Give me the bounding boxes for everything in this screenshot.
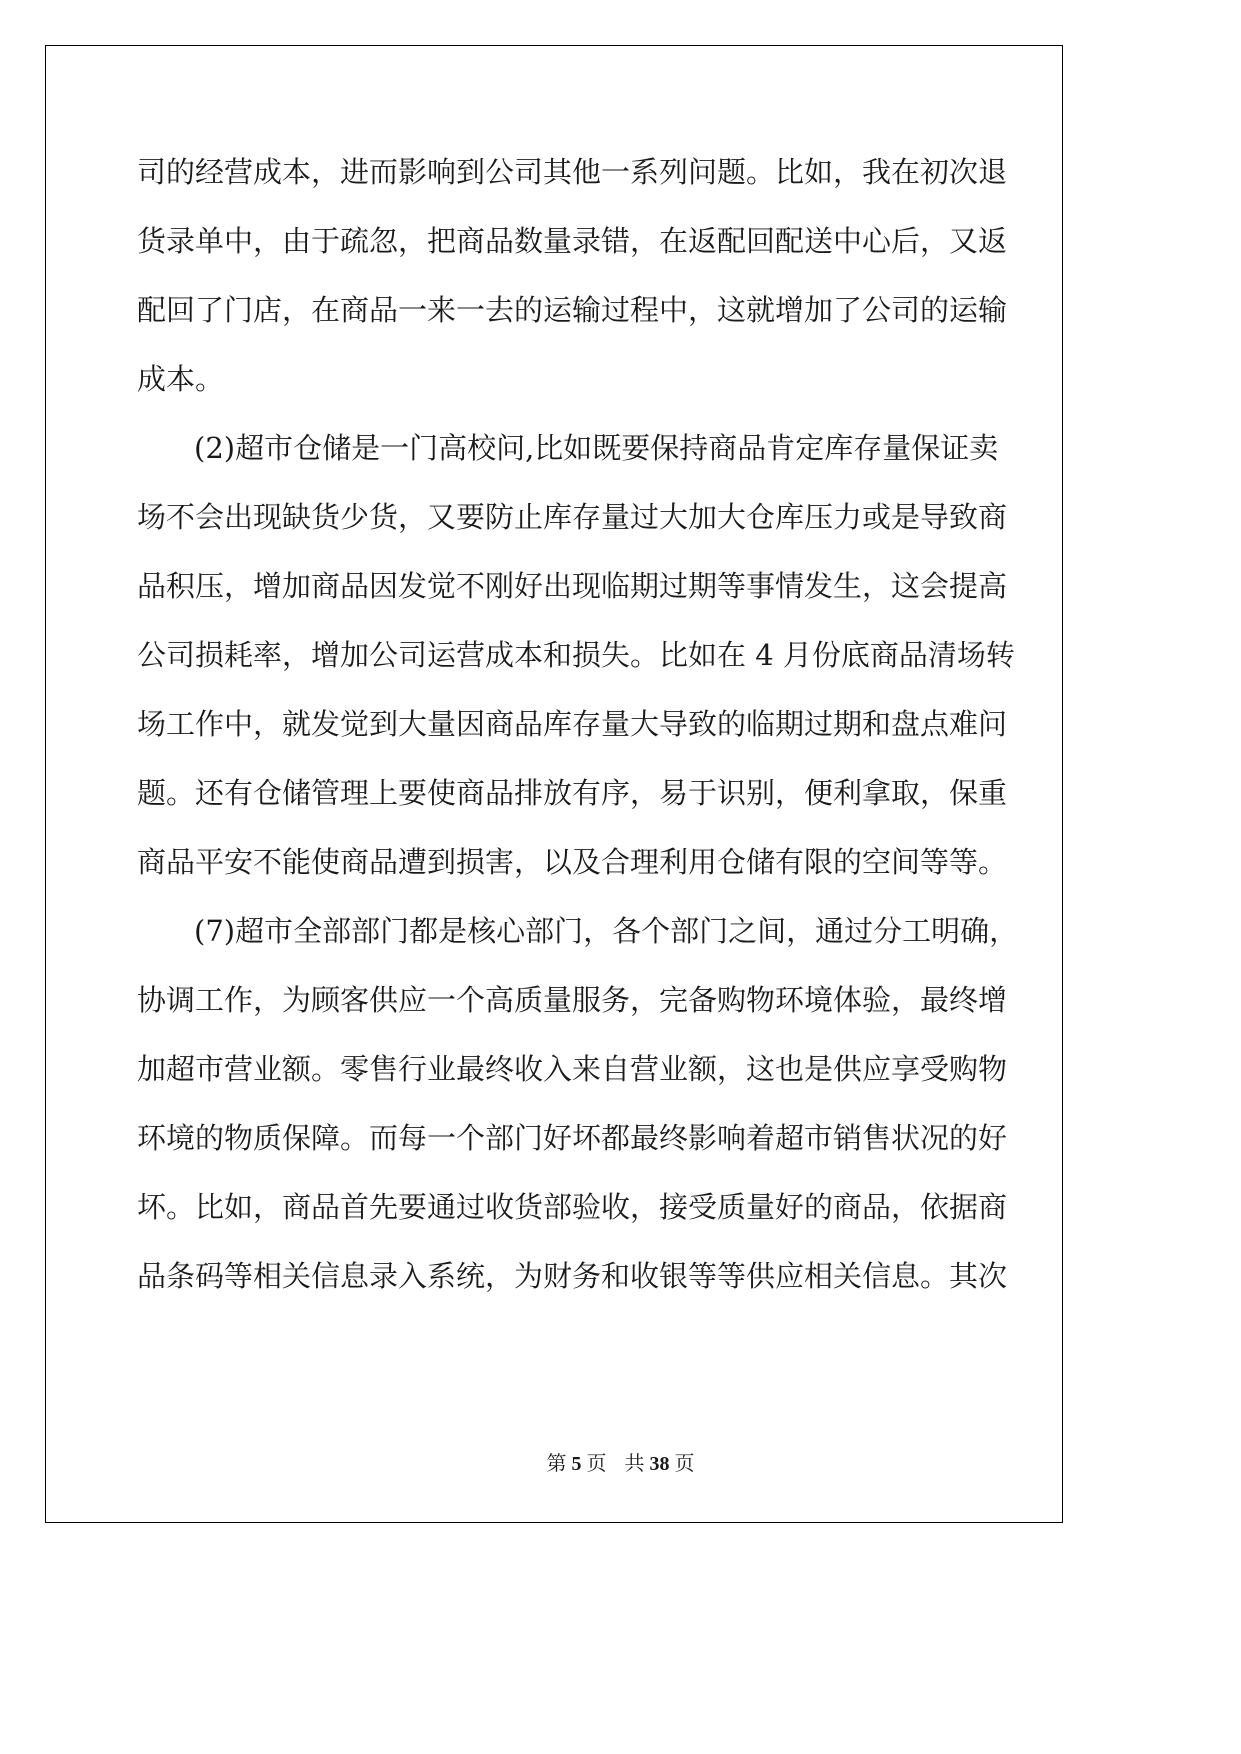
paragraph-2-line-2: 场不会出现缺货少货，又要防止库存量过大加大仓库压力或是导致商 [137,500,1008,534]
page-indicator [547,1453,607,1475]
paragraph-2-line-4: 公司损耗率，增加公司运营成本和损失。比如在 4 月份底商品清场转 [137,638,1015,672]
page-number: 5 [571,1453,582,1475]
total-suffix: 页 [669,1453,695,1475]
paragraph-2-line-1: (2)超市仓储是一门高校问,比如既要保持商品肯定库存量保证卖 [194,431,999,465]
paragraph-1-line-4: 成本。 [137,362,225,396]
paragraph-2-line-5: 场工作中，就发觉到大量因商品库存量大导致的临期过期和盘点难问 [137,707,1008,741]
paragraph-3-line-1: (7)超市全部部门都是核心部门，各个部门之间，通过分工明确， [194,914,1019,948]
total-prefix: 共 [624,1453,650,1475]
paragraph-3-line-5: 坏。比如，商品首先要通过收货部验收，接受质量好的商品，依据商 [137,1190,1008,1224]
body-text [137,138,1019,1311]
paragraph-2 [137,414,1015,897]
total-pages: 38 [649,1453,670,1475]
paragraph-2-line-7: 商品平安不能使商品遭到损害，以及合理利用仓储有限的空间等等。 [137,845,1008,879]
page-footer [0,1447,1241,1476]
paragraph-2-line-6: 题。还有仓储管理上要使商品排放有序，易于识别，便利拿取，保重 [137,776,1008,810]
paragraph-3 [137,897,1019,1311]
paragraph-3-line-2: 协调工作，为顾客供应一个高质量服务，完备购物环境体验，最终增 [137,983,1008,1017]
page-prefix: 第 [546,1453,572,1475]
paragraph-1-line-1: 司的经营成本，进而影响到公司其他一系列问题。比如，我在初次退 [137,155,1008,189]
paragraph-1 [137,138,1008,414]
total-pages-indicator [625,1453,695,1475]
paragraph-2-line-3: 品积压，增加商品因发觉不刚好出现临期过期等事情发生，这会提高 [137,569,1008,603]
page-suffix: 页 [581,1453,607,1475]
paragraph-3-line-4: 环境的物质保障。而每一个部门好坏都最终影响着超市销售状况的好 [137,1121,1008,1155]
paragraph-3-line-6: 品条码等相关信息录入系统，为财务和收银等等供应相关信息。其次 [137,1259,1008,1293]
paragraph-1-line-3: 配回了门店，在商品一来一去的运输过程中，这就增加了公司的运输 [137,293,1008,327]
paragraph-3-line-3: 加超市营业额。零售行业最终收入来自营业额，这也是供应享受购物 [137,1052,1008,1086]
paragraph-1-line-2: 货录单中，由于疏忽，把商品数量录错，在返配回配送中心后，又返 [137,224,1008,258]
